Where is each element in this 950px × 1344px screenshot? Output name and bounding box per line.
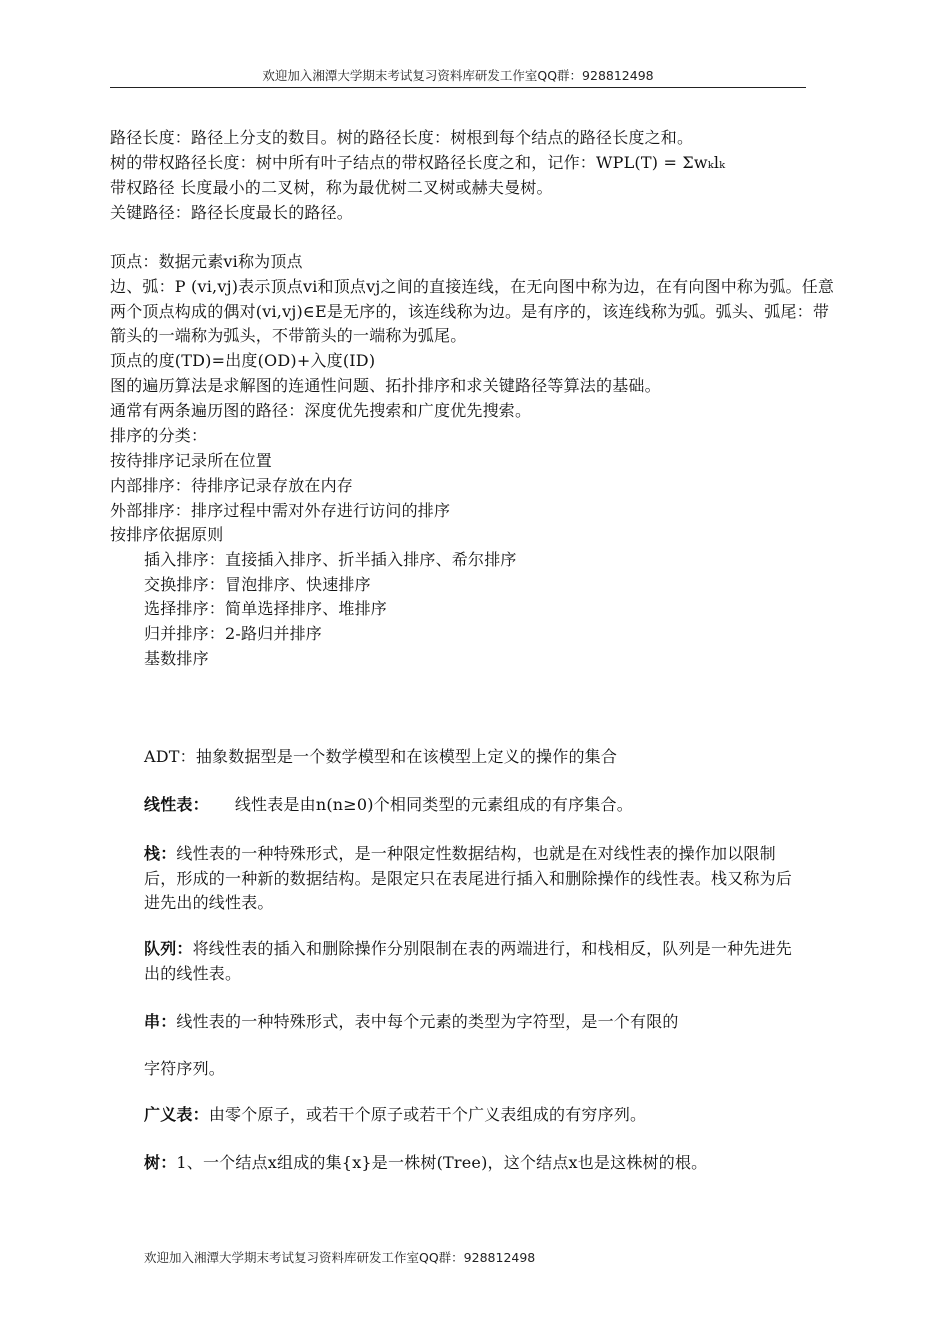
text-merge-sort: 归并排序：2-路归并排序 [144,624,322,643]
term-stack: 栈： [144,844,177,863]
text-adt: ADT：抽象数据型是一个数学模型和在该模型上定义的操作的集合 [144,747,618,766]
text-vertex: 顶点：数据元素vi称为顶点 [110,252,303,271]
text-by-location: 按待排序记录所在位置 [110,451,273,470]
text-two-paths: 通常有两条遍历图的路径：深度优先搜索和广度优先搜索。 [110,401,532,420]
term-generalized-list: 广义表： [144,1105,209,1124]
text-degree: 顶点的度(TD)=出度(OD)+入度(ID) [110,351,376,370]
text-insertion-sort: 插入排序：直接插入排序、折半插入排序、希尔排序 [144,550,517,569]
paragraph-linear-list [144,795,633,815]
term-string: 串： [144,1012,177,1031]
def-generalized-list: 由零个原子，或若干个原子或若干个广义表组成的有穷序列。 [208,1105,647,1124]
def-stack: 线性表的一种特殊形式，是一种限定性数据结构，也就是在对线性表的操作加以限制后，形成的一种新的数据结构。是限定只在表尾进行插入和删除操作的线性表。栈又称为后进先出的线性表。 [144,844,793,912]
text-traversal: 图的遍历算法是求解图的连通性问题、拓扑排序和求关键路径等算法的基础。 [110,376,661,395]
paragraph-string [144,1012,679,1032]
term-linear-list: 线性表： [144,795,209,814]
page-header: 欢迎加入湘潭大学期末考试复习资料库研发工作室QQ群：928812498 [262,68,654,83]
def-string: 线性表的一种特殊形式，表中每个元素的类型为字符型，是一个有限的 [176,1012,679,1031]
text-selection-sort: 选择排序：简单选择排序、堆排序 [144,599,388,618]
text-path-length: 路径长度：路径上分支的数目。树的路径长度：树根到每个结点的路径长度之和。 [110,128,694,147]
text-by-principle: 按排序依据原则 [110,525,224,544]
text-critical-path: 关键路径：路径长度最长的路径。 [110,203,354,222]
def-queue: 将线性表的插入和删除操作分别限制在表的两端进行，和栈相反，队列是一种先进先出的线性表。 [144,939,793,983]
text-radix-sort: 基数排序 [144,649,209,668]
text-sort-class: 排序的分类： [110,426,208,445]
paragraph-queue [144,937,804,986]
def-linear-list: 线性表是由n(n≥0)个相同类型的元素组成的有序集合。 [234,795,633,814]
text-external-sort: 外部排序：排序过程中需对外存进行访问的排序 [110,501,451,520]
text-edge-arc: 边、弧：P (vi,vj)表示顶点vi和顶点vj之间的直接连线，在无向图中称为边，在有向图中称为弧。任意两个顶点构成的偶对(vi,vj)∈E是无序的，该连线称为边。是有序的，该连线称为弧。弧头、弧尾：带箭头的一端称为弧头，不带箭头的一端称为弧尾。 [110,277,835,345]
header-divider [110,87,806,88]
paragraph-generalized-list [144,1105,646,1125]
text-exchange-sort: 交换排序：冒泡排序、快速排序 [144,575,371,594]
term-tree: 树： [144,1153,177,1172]
text-string-cont: 字符序列。 [144,1059,226,1078]
text-weighted-path: 树的带权路径长度：树中所有叶子结点的带权路径长度之和，记作：WPL(T) = Σwₖlₖ [110,153,726,172]
text-optimal-tree: 带权路径 长度最小的二叉树，称为最优树二叉树或赫夫曼树。 [110,178,553,197]
term-queue: 队列： [144,939,193,958]
paragraph-stack [144,842,804,916]
page-footer: 欢迎加入湘潭大学期末考试复习资料库研发工作室QQ群：928812498 [144,1250,536,1265]
def-tree: 1、一个结点x组成的集{x}是一株树(Tree)，这个结点x也是这株树的根。 [176,1153,708,1172]
text-internal-sort: 内部排序：待排序记录存放在内存 [110,476,354,495]
paragraph-tree [144,1153,707,1173]
